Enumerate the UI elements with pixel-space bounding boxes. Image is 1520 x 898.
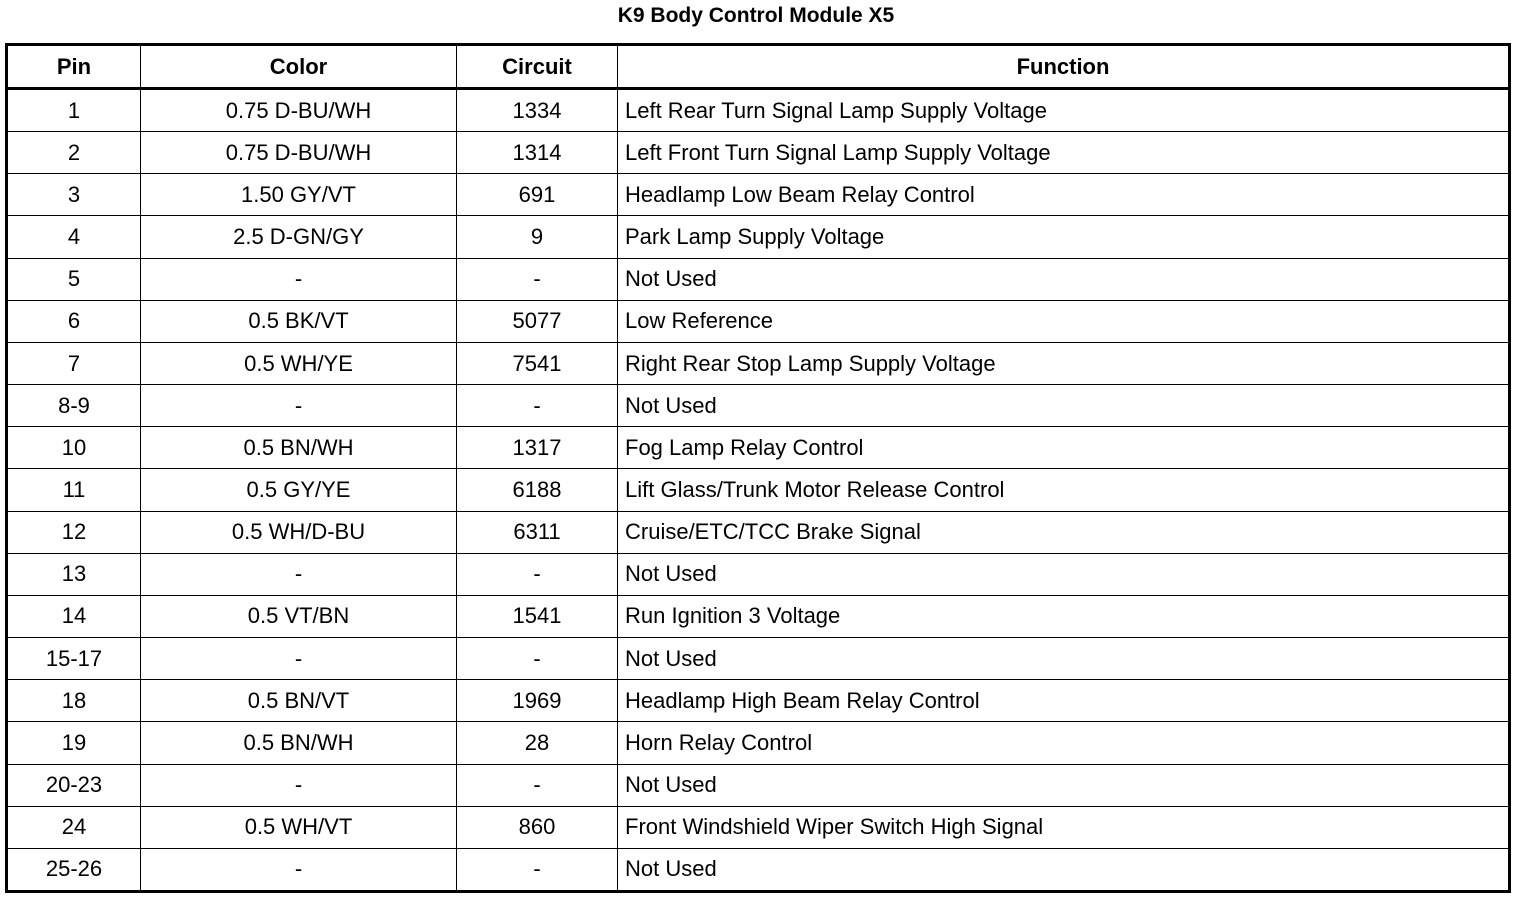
function-cell: Right Rear Stop Lamp Supply Voltage [618, 342, 1510, 384]
pin-cell: 3 [7, 174, 141, 216]
table-row [7, 511, 1510, 553]
table-row [7, 595, 1510, 637]
pin-cell: 8-9 [7, 385, 141, 427]
function-cell: Run Ignition 3 Voltage [618, 595, 1510, 637]
wire-color-cell: 0.5 BN/VT [141, 680, 457, 722]
pin-cell: 24 [7, 806, 141, 848]
circuit-cell: - [457, 258, 618, 300]
connector-pinout-table [5, 43, 1511, 893]
wire-color-cell: 0.5 BN/WH [141, 427, 457, 469]
circuit-cell: 6311 [457, 511, 618, 553]
function-cell: Not Used [618, 553, 1510, 595]
page-title: K9 Body Control Module X5 [617, 4, 895, 27]
circuit-cell: - [457, 553, 618, 595]
column-header-circuit: Circuit [457, 45, 618, 89]
wire-color-cell: 0.75 D-BU/WH [141, 132, 457, 174]
wire-color-cell: - [141, 638, 457, 680]
circuit-cell: - [457, 764, 618, 806]
circuit-cell: 1314 [457, 132, 618, 174]
function-cell: Not Used [618, 764, 1510, 806]
function-cell: Front Windshield Wiper Switch High Signal [618, 806, 1510, 848]
function-cell: Not Used [618, 258, 1510, 300]
table-row [7, 132, 1510, 174]
table-row [7, 300, 1510, 342]
circuit-cell: 860 [457, 806, 618, 848]
wire-color-cell: - [141, 258, 457, 300]
wire-color-cell: 0.5 VT/BN [141, 595, 457, 637]
function-cell: Park Lamp Supply Voltage [618, 216, 1510, 258]
wire-color-cell: 0.5 BN/WH [141, 722, 457, 764]
wire-color-cell: 0.5 WH/VT [141, 806, 457, 848]
table-row [7, 764, 1510, 806]
table-row [7, 258, 1510, 300]
wire-color-cell: 0.5 BK/VT [141, 300, 457, 342]
function-cell: Low Reference [618, 300, 1510, 342]
function-cell: Horn Relay Control [618, 722, 1510, 764]
function-cell: Headlamp High Beam Relay Control [618, 680, 1510, 722]
function-cell: Left Rear Turn Signal Lamp Supply Voltage [618, 89, 1510, 132]
function-cell: Not Used [618, 638, 1510, 680]
wire-color-cell: 0.5 WH/D-BU [141, 511, 457, 553]
circuit-cell: 1969 [457, 680, 618, 722]
circuit-cell: - [457, 638, 618, 680]
table-row [7, 680, 1510, 722]
wire-color-cell: 0.5 WH/YE [141, 342, 457, 384]
pin-cell: 5 [7, 258, 141, 300]
circuit-cell: 1334 [457, 89, 618, 132]
table-row [7, 806, 1510, 848]
pin-cell: 4 [7, 216, 141, 258]
table-row [7, 385, 1510, 427]
circuit-cell: 6188 [457, 469, 618, 511]
table-row [7, 553, 1510, 595]
wire-color-cell: 0.75 D-BU/WH [141, 89, 457, 132]
pin-cell: 1 [7, 89, 141, 132]
table-row [7, 848, 1510, 891]
pin-cell: 2 [7, 132, 141, 174]
table-row [7, 722, 1510, 764]
wire-color-cell: - [141, 764, 457, 806]
circuit-cell: 28 [457, 722, 618, 764]
pin-cell: 20-23 [7, 764, 141, 806]
wire-color-cell: - [141, 385, 457, 427]
circuit-cell: - [457, 385, 618, 427]
function-cell: Cruise/ETC/TCC Brake Signal [618, 511, 1510, 553]
circuit-cell: 9 [457, 216, 618, 258]
pin-cell: 15-17 [7, 638, 141, 680]
circuit-cell: 691 [457, 174, 618, 216]
pin-cell: 18 [7, 680, 141, 722]
circuit-cell: 1541 [457, 595, 618, 637]
table-row [7, 342, 1510, 384]
table-body [7, 89, 1510, 892]
circuit-cell: - [457, 848, 618, 891]
pin-cell: 25-26 [7, 848, 141, 891]
table-row [7, 174, 1510, 216]
pin-cell: 19 [7, 722, 141, 764]
circuit-cell: 1317 [457, 427, 618, 469]
function-cell: Headlamp Low Beam Relay Control [618, 174, 1510, 216]
table-row [7, 469, 1510, 511]
pin-cell: 7 [7, 342, 141, 384]
table-row [7, 89, 1510, 132]
pin-cell: 11 [7, 469, 141, 511]
table-header-row [7, 45, 1510, 89]
pin-cell: 10 [7, 427, 141, 469]
wire-color-cell: 0.5 GY/YE [141, 469, 457, 511]
function-cell: Not Used [618, 848, 1510, 891]
column-header-function: Function [618, 45, 1510, 89]
pin-cell: 12 [7, 511, 141, 553]
function-cell: Fog Lamp Relay Control [618, 427, 1510, 469]
pin-cell: 6 [7, 300, 141, 342]
column-header-color: Color [141, 45, 457, 89]
table-row [7, 216, 1510, 258]
function-cell: Not Used [618, 385, 1510, 427]
pin-cell: 13 [7, 553, 141, 595]
wire-color-cell: - [141, 553, 457, 595]
table-row [7, 427, 1510, 469]
function-cell: Left Front Turn Signal Lamp Supply Voltage [618, 132, 1510, 174]
circuit-cell: 7541 [457, 342, 618, 384]
pin-cell: 14 [7, 595, 141, 637]
wire-color-cell: 1.50 GY/VT [141, 174, 457, 216]
table-row [7, 638, 1510, 680]
function-cell: Lift Glass/Trunk Motor Release Control [618, 469, 1510, 511]
wire-color-cell: - [141, 848, 457, 891]
wire-color-cell: 2.5 D-GN/GY [141, 216, 457, 258]
column-header-pin: Pin [7, 45, 141, 89]
circuit-cell: 5077 [457, 300, 618, 342]
